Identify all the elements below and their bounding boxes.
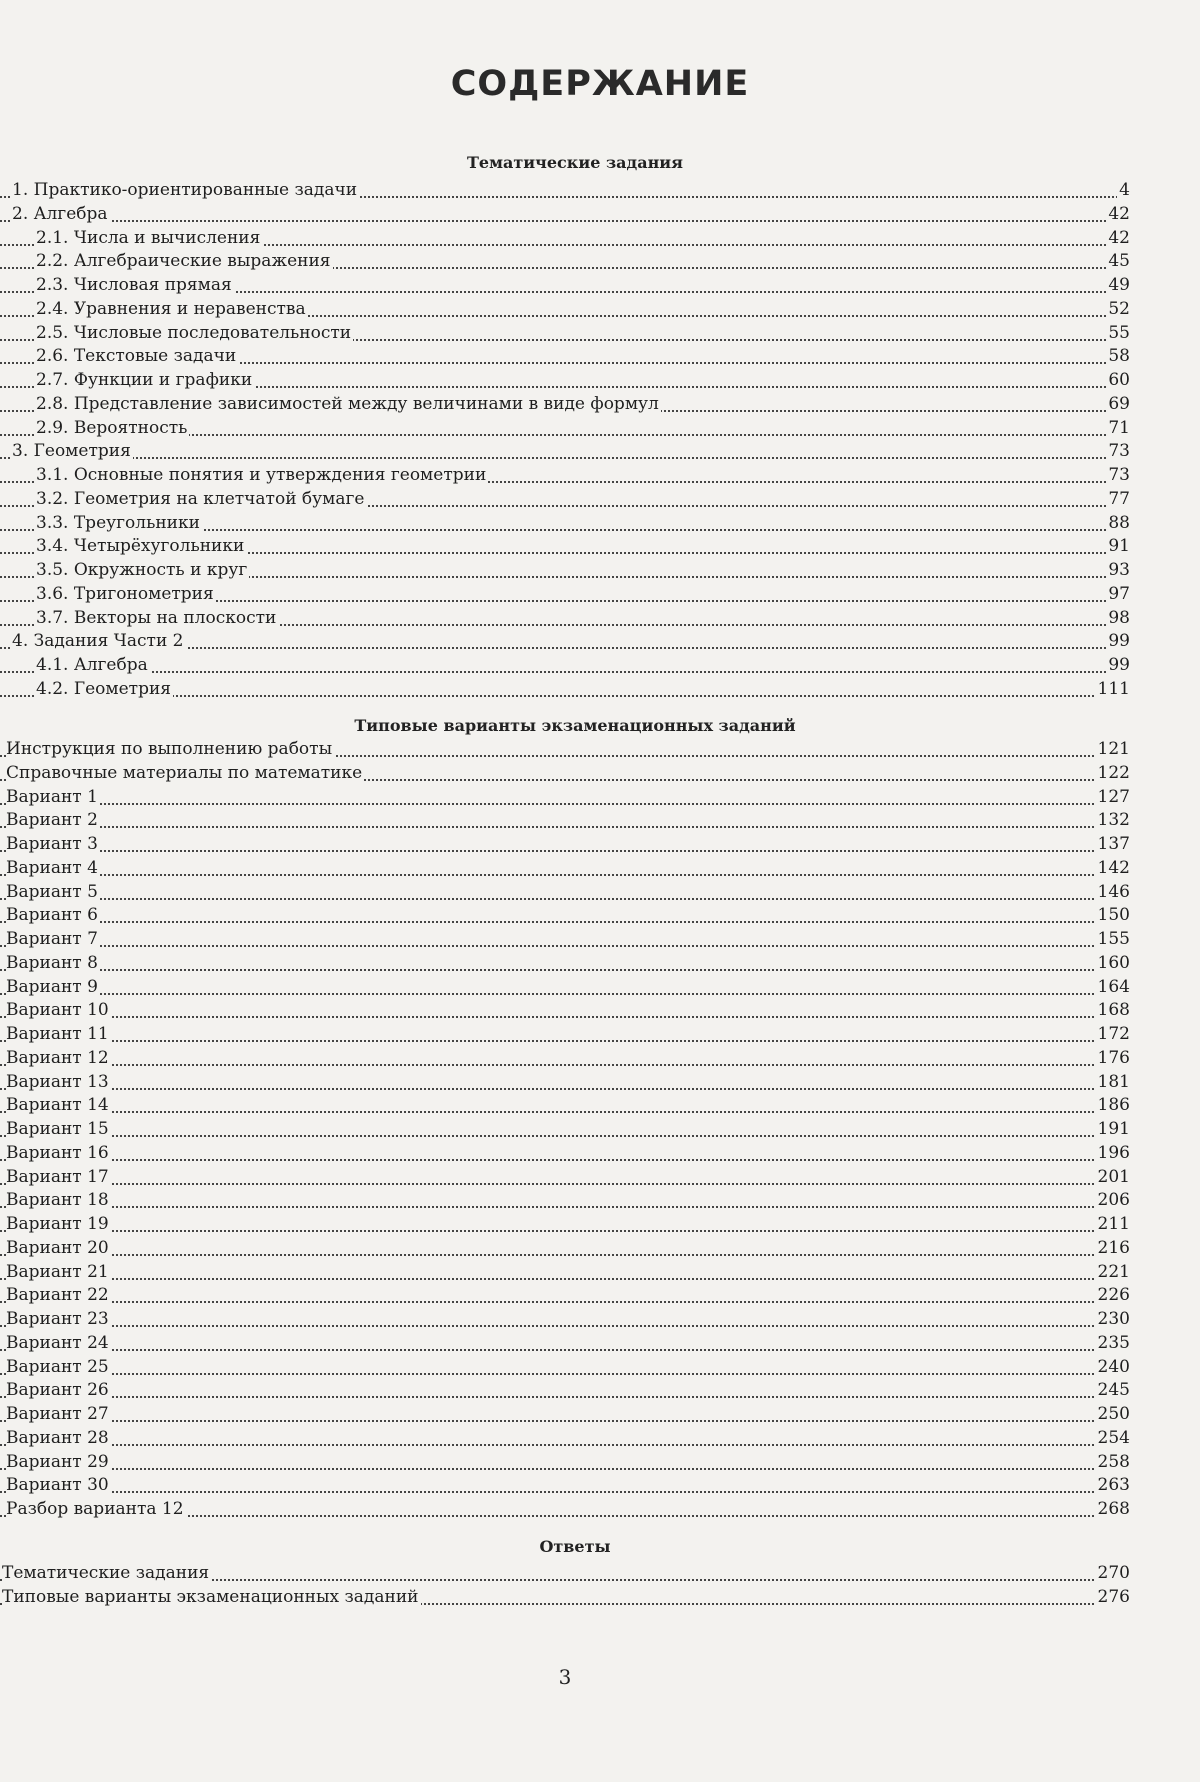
toc-entry — [0, 786, 1130, 810]
toc-entry-label: Вариант 18 — [6, 1189, 111, 1213]
dot-leader — [0, 1301, 1130, 1303]
dot-leader — [0, 1278, 1130, 1280]
toc-entry-label: 2.7. Функции и графики — [36, 369, 254, 393]
toc-entry-page: 276 — [1096, 1586, 1130, 1610]
toc-entry-label: 3.4. Четырёхугольники — [36, 535, 246, 559]
toc-list-variants — [0, 738, 1130, 1522]
toc-entry-page: 45 — [1106, 250, 1130, 274]
toc-entry — [0, 809, 1130, 833]
toc-entry — [0, 904, 1130, 928]
toc-entry-label: 2.1. Числа и вычисления — [36, 227, 262, 251]
toc-entry — [0, 203, 1130, 227]
toc-entry-page: 97 — [1106, 583, 1130, 607]
toc-entry — [0, 1071, 1130, 1095]
toc-entry-label: Типовые варианты экзаменационных заданий — [2, 1586, 421, 1610]
toc-entry-page: 176 — [1096, 1047, 1130, 1071]
toc-entry — [0, 179, 1130, 203]
toc-entry-page: 216 — [1096, 1237, 1130, 1261]
toc-entry-page: 42 — [1106, 203, 1130, 227]
toc-entry-page: 155 — [1096, 928, 1130, 952]
toc-entry-label: Вариант 9 — [6, 976, 100, 1000]
toc-entry-label: 4.2. Геометрия — [36, 678, 173, 702]
toc-entry — [0, 488, 1130, 512]
toc-entry — [0, 654, 1130, 678]
toc-entry — [0, 440, 1130, 464]
dot-leader — [0, 874, 1130, 876]
dot-leader — [0, 1396, 1130, 1398]
toc-entry — [0, 417, 1130, 441]
toc-entry-page: 181 — [1096, 1071, 1130, 1095]
toc-entry-label: Вариант 15 — [6, 1118, 111, 1142]
toc-entry-label: 3.6. Тригонометрия — [36, 583, 216, 607]
dot-leader — [0, 1064, 1130, 1066]
dot-leader — [0, 457, 1130, 459]
toc-entry-page: 250 — [1096, 1403, 1130, 1427]
toc-entry-label: Вариант 8 — [6, 952, 100, 976]
toc-entry-page: 235 — [1096, 1332, 1130, 1356]
toc-entry-label: Вариант 30 — [6, 1474, 111, 1498]
toc-entry-page: 230 — [1096, 1308, 1130, 1332]
toc-entry — [0, 1166, 1130, 1190]
toc-entry-page: 99 — [1106, 630, 1130, 654]
dot-leader — [0, 1230, 1130, 1232]
dot-leader — [0, 1111, 1130, 1113]
toc-entry-page: 122 — [1096, 762, 1130, 786]
toc-entry-label: Вариант 14 — [6, 1094, 111, 1118]
toc-entry-page: 191 — [1096, 1118, 1130, 1142]
toc-entry-label: 2.9. Вероятность — [36, 417, 189, 441]
toc-entry-label: 3.7. Векторы на плоскости — [36, 607, 278, 631]
toc-entry-label: Вариант 23 — [6, 1308, 111, 1332]
toc-entry — [0, 1308, 1130, 1332]
toc-entry — [0, 1237, 1130, 1261]
toc-entry-page: 142 — [1096, 857, 1130, 881]
toc-entry — [0, 1498, 1130, 1522]
toc-entry-page: 150 — [1096, 904, 1130, 928]
toc-entry-page: 221 — [1096, 1261, 1130, 1285]
toc-entry — [0, 1213, 1130, 1237]
toc-entry-label: Вариант 2 — [6, 809, 100, 833]
toc-entry — [0, 1094, 1130, 1118]
section-heading-answers: Ответы — [539, 1537, 611, 1556]
dot-leader — [0, 1373, 1130, 1375]
toc-entry-page: 186 — [1096, 1094, 1130, 1118]
toc-entry-page: 99 — [1106, 654, 1130, 678]
dot-leader — [0, 1325, 1130, 1327]
toc-entry — [0, 1562, 1130, 1586]
toc-entry — [0, 1427, 1130, 1451]
toc-entry-label: Справочные материалы по математике — [6, 762, 364, 786]
dot-leader — [0, 1468, 1130, 1470]
toc-entry — [0, 1261, 1130, 1285]
toc-entry — [0, 607, 1130, 631]
toc-entry-label: 2.4. Уравнения и неравенства — [36, 298, 308, 322]
toc-entry — [0, 583, 1130, 607]
toc-entry-page: 88 — [1106, 512, 1130, 536]
dot-leader — [0, 898, 1130, 900]
toc-entry-page: 60 — [1106, 369, 1130, 393]
dot-leader — [0, 826, 1130, 828]
toc-entry-page: 168 — [1096, 999, 1130, 1023]
toc-entry-page: 98 — [1106, 607, 1130, 631]
toc-entry-page: 263 — [1096, 1474, 1130, 1498]
toc-entry — [0, 762, 1130, 786]
toc-entry — [0, 464, 1130, 488]
toc-entry — [0, 833, 1130, 857]
toc-entry-label: Вариант 13 — [6, 1071, 111, 1095]
toc-entry-label: 2. Алгебра — [12, 203, 110, 227]
toc-entry — [0, 1047, 1130, 1071]
toc-entry-label: 2.8. Представление зависимостей между величинами в виде формул — [36, 393, 661, 417]
toc-entry-page: 71 — [1106, 417, 1130, 441]
toc-entry-page: 196 — [1096, 1142, 1130, 1166]
toc-entry — [0, 1379, 1130, 1403]
toc-entry-page: 55 — [1106, 322, 1130, 346]
toc-entry — [0, 250, 1130, 274]
toc-entry-label: Инструкция по выполнению работы — [6, 738, 334, 762]
dot-leader — [0, 1016, 1130, 1018]
page-number: 3 — [558, 1665, 572, 1689]
toc-entry — [0, 1586, 1130, 1610]
toc-entry — [0, 298, 1130, 322]
toc-entry — [0, 559, 1130, 583]
toc-entry-label: Вариант 4 — [6, 857, 100, 881]
toc-entry-label: 3.3. Треугольники — [36, 512, 202, 536]
toc-entry-label: Вариант 11 — [6, 1023, 111, 1047]
toc-entry-label: Вариант 25 — [6, 1356, 111, 1380]
toc-entry — [0, 738, 1130, 762]
toc-entry-page: 121 — [1096, 738, 1130, 762]
toc-entry-page: 73 — [1106, 464, 1130, 488]
toc-entry-label: Вариант 21 — [6, 1261, 111, 1285]
toc-entry — [0, 512, 1130, 536]
toc-entry-page: 58 — [1106, 345, 1130, 369]
toc-entry-page: 137 — [1096, 833, 1130, 857]
toc-entry-page: 211 — [1096, 1213, 1130, 1237]
toc-entry-page: 245 — [1096, 1379, 1130, 1403]
dot-leader — [0, 945, 1130, 947]
toc-entry-label: Вариант 10 — [6, 999, 111, 1023]
toc-entry — [0, 535, 1130, 559]
toc-entry — [0, 976, 1130, 1000]
dot-leader — [0, 1349, 1130, 1351]
toc-entry — [0, 1023, 1130, 1047]
toc-entry-page: 77 — [1106, 488, 1130, 512]
toc-entry — [0, 1403, 1130, 1427]
toc-entry-page: 160 — [1096, 952, 1130, 976]
toc-entry — [0, 322, 1130, 346]
dot-leader — [0, 671, 1130, 673]
toc-entry — [0, 1189, 1130, 1213]
dot-leader — [0, 1444, 1130, 1446]
dot-leader — [0, 1254, 1130, 1256]
toc-entry-label: 4.1. Алгебра — [36, 654, 150, 678]
toc-entry-label: Вариант 12 — [6, 1047, 111, 1071]
toc-entry-page: 127 — [1096, 786, 1130, 810]
toc-entry-page: 69 — [1106, 393, 1130, 417]
toc-entry-label: Вариант 24 — [6, 1332, 111, 1356]
toc-entry-page: 226 — [1096, 1284, 1130, 1308]
toc-entry-label: Вариант 5 — [6, 881, 100, 905]
toc-entry — [0, 678, 1130, 702]
toc-entry — [0, 630, 1130, 654]
toc-entry — [0, 928, 1130, 952]
toc-entry-page: 240 — [1096, 1356, 1130, 1380]
toc-entry-page: 111 — [1096, 678, 1130, 702]
toc-entry-page: 91 — [1106, 535, 1130, 559]
dot-leader — [0, 969, 1130, 971]
toc-entry-label: Вариант 3 — [6, 833, 100, 857]
toc-entry-label: 2.6. Текстовые задачи — [36, 345, 238, 369]
dot-leader — [0, 1206, 1130, 1208]
toc-entry-page: 172 — [1096, 1023, 1130, 1047]
toc-entry — [0, 1451, 1130, 1475]
dot-leader — [0, 1088, 1130, 1090]
toc-entry-label: Вариант 29 — [6, 1451, 111, 1475]
toc-entry-page: 4 — [1117, 179, 1130, 203]
toc-entry — [0, 1356, 1130, 1380]
dot-leader — [0, 921, 1130, 923]
toc-entry — [0, 393, 1130, 417]
toc-list-answers — [0, 1562, 1130, 1610]
dot-leader — [0, 1040, 1130, 1042]
toc-entry-label: 3.2. Геометрия на клетчатой бумаге — [36, 488, 367, 512]
toc-entry-label: 2.2. Алгебраические выражения — [36, 250, 333, 274]
toc-list-thematic — [0, 179, 1130, 702]
toc-entry-label: 2.5. Числовые последовательности — [36, 322, 353, 346]
toc-entry-label: Вариант 20 — [6, 1237, 111, 1261]
dot-leader — [0, 1135, 1130, 1137]
toc-entry-page: 268 — [1096, 1498, 1130, 1522]
toc-entry-page: 73 — [1106, 440, 1130, 464]
toc-entry-page: 146 — [1096, 881, 1130, 905]
toc-entry-label: Вариант 16 — [6, 1142, 111, 1166]
toc-entry-page: 258 — [1096, 1451, 1130, 1475]
toc-entry-label: Вариант 6 — [6, 904, 100, 928]
page-title: СОДЕРЖАНИЕ — [450, 64, 750, 104]
toc-entry-page: 93 — [1106, 559, 1130, 583]
toc-entry — [0, 1118, 1130, 1142]
toc-entry-label: 1. Практико-ориентированные задачи — [12, 179, 359, 203]
toc-entry — [0, 1474, 1130, 1498]
toc-entry-label: Вариант 7 — [6, 928, 100, 952]
toc-entry-page: 49 — [1106, 274, 1130, 298]
toc-entry-label: 3.1. Основные понятия и утверждения геометрии — [36, 464, 488, 488]
toc-entry-page: 254 — [1096, 1427, 1130, 1451]
toc-entry-label: Вариант 27 — [6, 1403, 111, 1427]
toc-entry — [0, 1332, 1130, 1356]
toc-entry — [0, 227, 1130, 251]
toc-entry-label: Вариант 22 — [6, 1284, 111, 1308]
toc-entry-label: Вариант 26 — [6, 1379, 111, 1403]
toc-entry — [0, 999, 1130, 1023]
toc-entry — [0, 274, 1130, 298]
toc-entry — [0, 857, 1130, 881]
toc-entry-page: 201 — [1096, 1166, 1130, 1190]
toc-entry-page: 164 — [1096, 976, 1130, 1000]
dot-leader — [0, 1159, 1130, 1161]
toc-entry — [0, 369, 1130, 393]
dot-leader — [0, 1491, 1130, 1493]
toc-entry-label: 3. Геометрия — [12, 440, 133, 464]
toc-entry-label: Вариант 17 — [6, 1166, 111, 1190]
toc-entry — [0, 952, 1130, 976]
toc-entry-label: Вариант 1 — [6, 786, 100, 810]
dot-leader — [0, 803, 1130, 805]
section-heading-variants: Типовые варианты экзаменационных заданий — [354, 716, 796, 735]
toc-entry-label: Вариант 28 — [6, 1427, 111, 1451]
toc-entry-label: 4. Задания Части 2 — [12, 630, 186, 654]
toc-entry-page: 270 — [1096, 1562, 1130, 1586]
toc-entry-label: 2.3. Числовая прямая — [36, 274, 234, 298]
dot-leader — [0, 993, 1130, 995]
toc-entry-page: 206 — [1096, 1189, 1130, 1213]
dot-leader — [0, 1420, 1130, 1422]
dot-leader — [0, 1183, 1130, 1185]
toc-entry-label: Тематические задания — [2, 1562, 211, 1586]
toc-entry — [0, 1284, 1130, 1308]
toc-entry — [0, 345, 1130, 369]
toc-entry-label: 3.5. Окружность и круг — [36, 559, 249, 583]
toc-entry — [0, 881, 1130, 905]
section-heading-thematic: Тематические задания — [467, 153, 683, 172]
toc-entry-label: Разбор варианта 12 — [6, 1498, 186, 1522]
toc-entry — [0, 1142, 1130, 1166]
toc-entry-page: 132 — [1096, 809, 1130, 833]
dot-leader — [0, 850, 1130, 852]
toc-entry-page: 52 — [1106, 298, 1130, 322]
toc-entry-label: Вариант 19 — [6, 1213, 111, 1237]
dot-leader — [0, 220, 1130, 222]
toc-entry-page: 42 — [1106, 227, 1130, 251]
